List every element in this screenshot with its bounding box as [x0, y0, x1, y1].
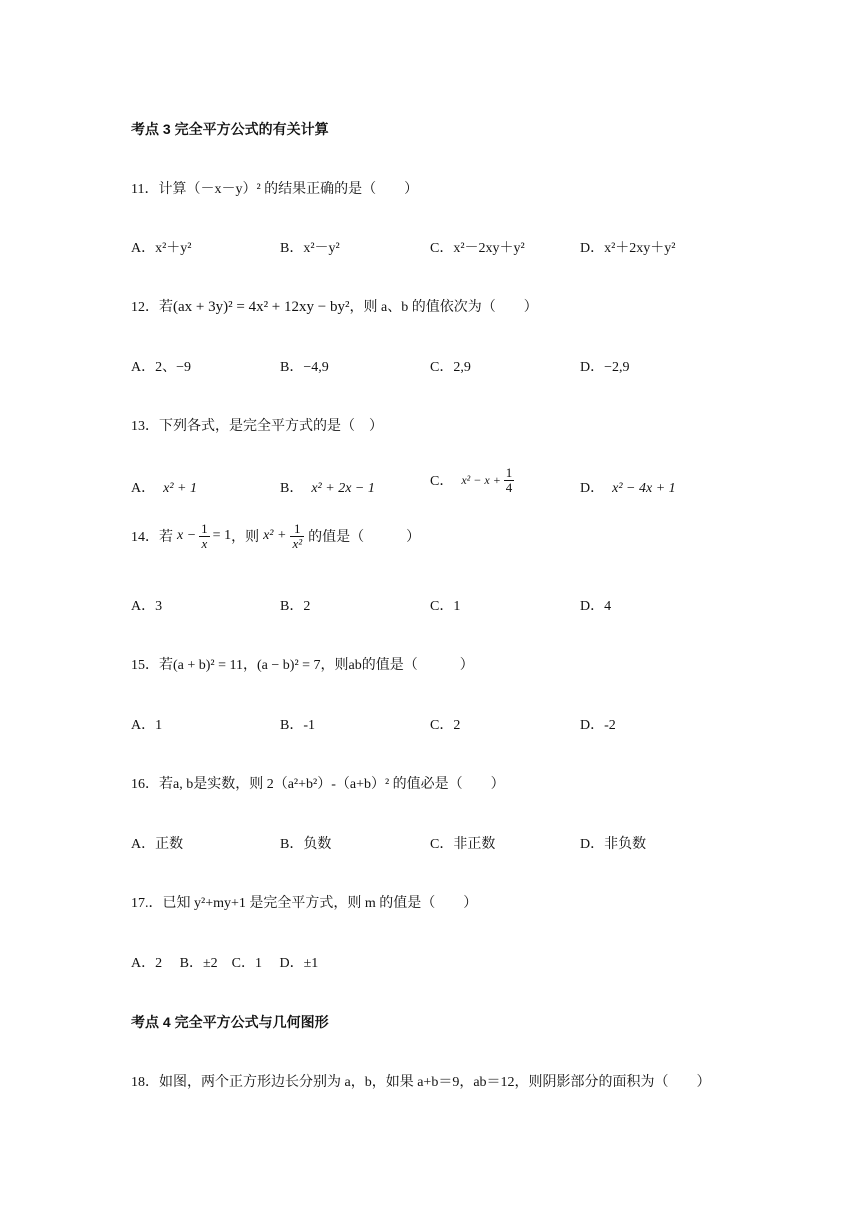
- q13-option-c: [430, 466, 514, 494]
- q13-c-denominator: 4: [505, 479, 513, 495]
- section-title: 考点 3 完全平方公式的有关计算: [131, 121, 329, 137]
- q11-option-c: C．x²－2xy＋y²: [430, 241, 525, 256]
- q14-option-c: C．1: [430, 599, 461, 614]
- question-12: [131, 296, 538, 316]
- q13-option-d: [580, 477, 676, 497]
- question-14: [131, 522, 420, 550]
- q13-option-b-expr: x² + 2x − 1: [311, 481, 375, 496]
- q13-option-a: [131, 477, 197, 497]
- q14-target-fraction: [290, 522, 304, 550]
- question-11: 11．计算（－x－y）² 的结果正确的是（ ）: [131, 182, 419, 197]
- q14-cond-denominator: x: [201, 535, 208, 551]
- q13-option-d-label: D．: [580, 481, 605, 496]
- q14-cond-numerator: 1: [201, 521, 208, 536]
- q16-option-d: D．非负数: [580, 837, 647, 852]
- q12-number: 12．若: [131, 300, 173, 315]
- q14-condition-pre: x −: [177, 528, 197, 544]
- q13-option-a-label: A．: [131, 481, 156, 496]
- q12-option-d: D．−2,9: [580, 360, 630, 375]
- q15-option-c: C．2: [430, 718, 461, 733]
- q12-expression: (ax + 3y)² = 4x² + 12xy − by²: [173, 299, 350, 315]
- question-18: 18．如图，两个正方形边长分别为 a，b，如果 a+b＝9，ab＝12，则阴影部分的面积为（ ）: [131, 1075, 711, 1090]
- question-17: 17.．已知 y²+my+1 是完全平方式，则 m 的值是（ ）: [131, 896, 478, 911]
- section-title: 考点 4 完全平方公式与几何图形: [131, 1014, 329, 1030]
- q17-options: A．2 B．±2 C．1 D．±1: [131, 956, 319, 971]
- q12-option-a: A．2、−9: [131, 360, 192, 375]
- q14-option-a: A．3: [131, 599, 163, 614]
- q15-option-a: A．1: [131, 718, 163, 733]
- q14-target-numerator: 1: [290, 522, 304, 537]
- q14-tail: 的值是（ ）: [308, 530, 421, 546]
- q12-option-b: B．−4,9: [280, 360, 329, 375]
- q14-number: 14．若: [131, 530, 173, 546]
- q15-option-d: D．-2: [580, 718, 616, 733]
- q15-option-b: B．-1: [280, 718, 315, 733]
- q13-option-b-label: B．: [280, 481, 304, 496]
- q13-option-c-label: C．: [430, 474, 454, 490]
- q13-option-b: [280, 477, 375, 497]
- q12-option-c: C．2,9: [430, 360, 471, 375]
- q13-option-c-expr: x² − x +: [461, 472, 501, 487]
- q14-option-d: D．4: [580, 599, 612, 614]
- q16-option-a: A．正数: [131, 837, 184, 852]
- q13-c-numerator: 1: [505, 465, 513, 480]
- q14-condition-fraction: [199, 522, 210, 550]
- question-16: 16．若a, b是实数，则 2（a²+b²）-（a+b）² 的值必是（ ）: [131, 777, 505, 792]
- q14-target-pre: x² +: [263, 528, 287, 544]
- q13-option-d-expr: x² − 4x + 1: [612, 481, 676, 496]
- q11-option-a: A．x²＋y²: [131, 241, 192, 256]
- q13-option-c-fraction: [504, 466, 515, 494]
- q14-condition-post: = 1: [212, 528, 232, 544]
- q14-mid: ，则: [231, 530, 260, 546]
- q11-option-b: B．x²－y²: [280, 241, 340, 256]
- q13-option-a-expr: x² + 1: [163, 481, 197, 496]
- question-15: 15．若(a + b)² = 11，(a − b)² = 7，则ab的值是（ ）: [131, 658, 474, 673]
- q14-option-b: B．2: [280, 599, 311, 614]
- question-13: 13．下列各式，是完全平方式的是（ ）: [131, 419, 383, 434]
- q16-option-c: C．非正数: [430, 837, 496, 852]
- q14-target-denominator: x²: [292, 535, 303, 551]
- q16-option-b: B．负数: [280, 837, 332, 852]
- q12-tail: ，则 a、b 的值依次为（ ）: [349, 300, 538, 315]
- q11-option-d: D．x²＋2xy＋y²: [580, 241, 676, 256]
